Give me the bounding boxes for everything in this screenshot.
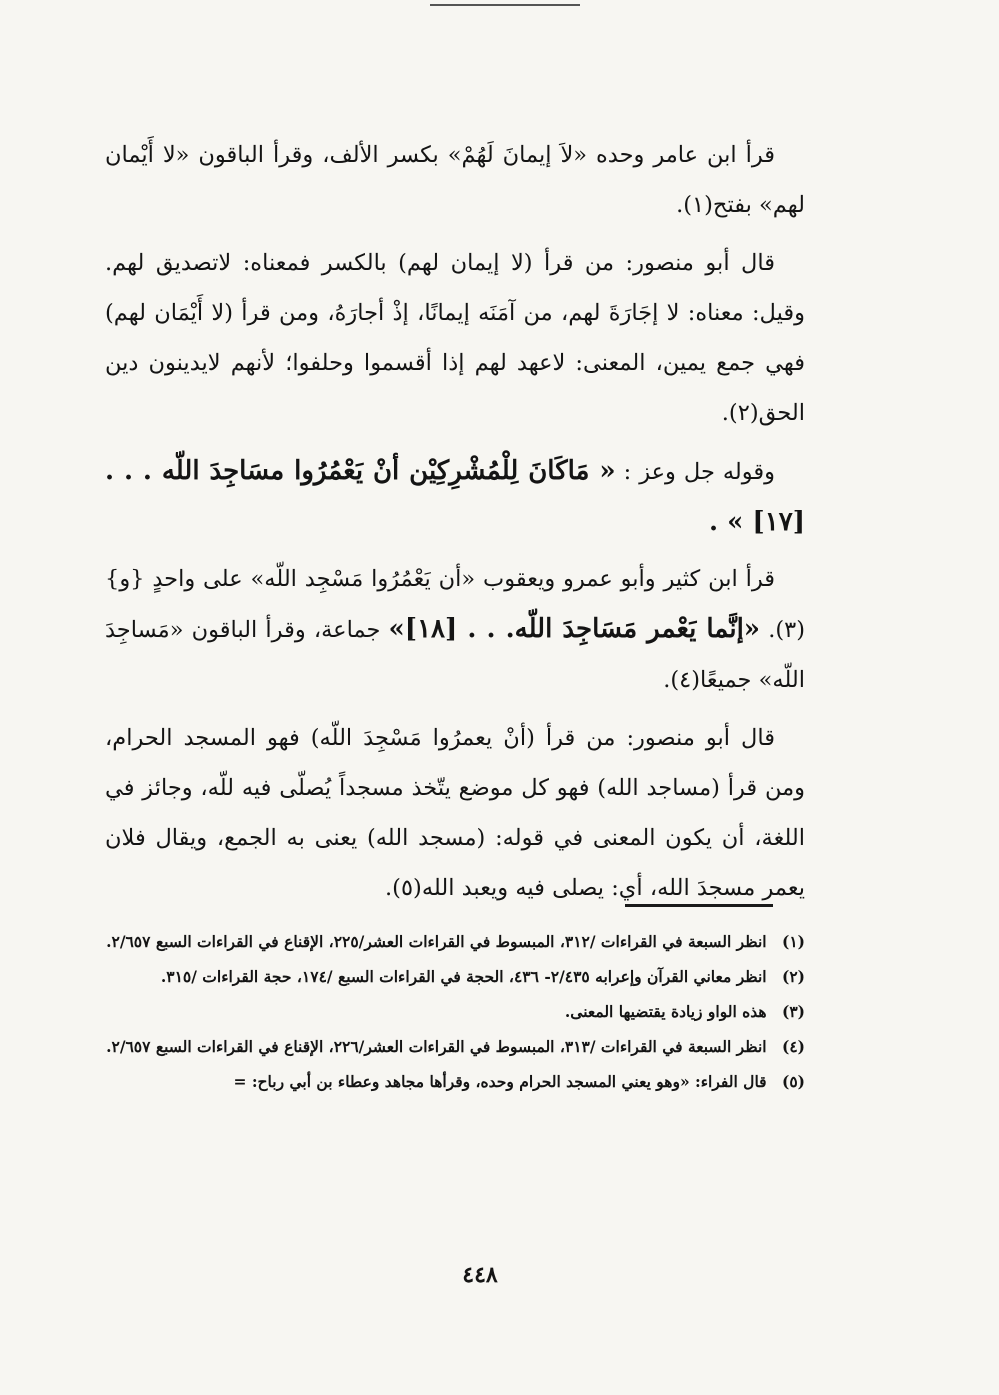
verse-18-text: «إنَّما يَعْمر مَسَاجِدَ اللّه. . . [١٨]»: [388, 614, 761, 644]
footnote-text: انظر معاني القرآن وإعرابه ٢/٤٣٥- ٤٣٦، الحجة في القراءات السبع /١٧٤، حجة القراءات /٣١٥.: [160, 967, 767, 986]
paragraph-reading-iman: قرأ ابن عامر وحده «لاَ إيمانَ لَهُمْ» بكسر الألف، وقرأ الباقون «لا أَيْمان لهم» بفتح(١).: [105, 142, 805, 218]
footnote-5: [105, 1066, 805, 1098]
footnote-number: (٤): [781, 1037, 805, 1056]
footnotes: [105, 926, 805, 1101]
footnote-text: قال الفراء: «وهو يعني المسجد الحرام وحده، وقرأها مجاهد وعطاء بن أبي رباح: =: [233, 1072, 767, 1091]
top-edge-rule: [430, 4, 580, 6]
verse-17-intro: وقوله جل وعز :: [623, 459, 776, 485]
footnote-separator: [625, 904, 773, 907]
footnote-1: [105, 926, 805, 958]
footnote-text: انظر السبعة في القراءات /٣١٢، المبسوط في القراءات العشر/٢٢٥، الإقناع في القراءات السبع ٢/٦٥٧.: [106, 932, 767, 951]
footnote-number: (٥): [781, 1072, 805, 1091]
footnote-text: انظر السبعة في القراءات /٣١٣، المبسوط في القراءات العشر/٢٢٦، الإقناع في القراءات السبع ٢/٦٥٧.: [106, 1037, 767, 1056]
footnote-4: [105, 1031, 805, 1063]
footnote-3: [105, 996, 805, 1028]
page-number: ٤٤٨: [462, 1262, 498, 1288]
footnote-text: هذه الواو زيادة يقتضيها المعنى.: [564, 1002, 767, 1021]
verse-17-text: « مَاكَانَ لِلْمُشْرِكِيْن أنْ يَعْمُرُوا مسَاجِدَ اللّه . . . [١٧] » .: [105, 456, 805, 537]
reading-18-part1: قرأ ابن كثير وأبو عمرو ويعقوب «أن يَعْمُرُوا مَسْجِد اللّه» على واحدٍ {و}(٣).: [105, 566, 806, 643]
footnote-number: (٣): [781, 1002, 805, 1021]
footnote-2: [105, 961, 805, 993]
paragraph-abu-mansour-masjid: قال أبو منصور: من قرأ (أنْ يعمرُوا مَسْجِدَ اللّه) فهو المسجد الحرام، ومن قرأ (مساجد الله) فهو كل موضع يتّخذ مسجداً يُصلّى فيه للّه، وجائز في اللغة، أن يكون المعنى في قوله: (مسجد الله) يعنى به الجمع، ويقال فلان يعمر مسجدَ الله، أي: يصلى فيه ويعبد الله(٥).: [105, 725, 805, 901]
paragraph-reading-masjid: [105, 554, 805, 705]
paragraph-abu-mansour-iman: قال أبو منصور: من قرأ (لا إيمان لهم) بالكسر فمعناه: لاتصديق لهم. وقيل: معناه: لا إجَارَةَ لهم، من آمَنَه إيمانًا، إذْ أجارَهُ، ومن قرأ (لا أَيْمَان لهم) فهي جمع يمين، المعنى: لاعهد لهم إذا أقسموا وحلفوا؛ لأنهم لايدينون دين الحق(٢).: [105, 250, 805, 426]
footnote-number: (١): [781, 932, 805, 951]
main-text: [105, 130, 805, 921]
footnote-number: (٢): [781, 967, 805, 986]
verse-17-paragraph: [105, 446, 805, 548]
reading-18-part2: جماعة، وقرأ الباقون «مَساجِدَ اللّه» جميعًا(٤).: [105, 617, 805, 693]
